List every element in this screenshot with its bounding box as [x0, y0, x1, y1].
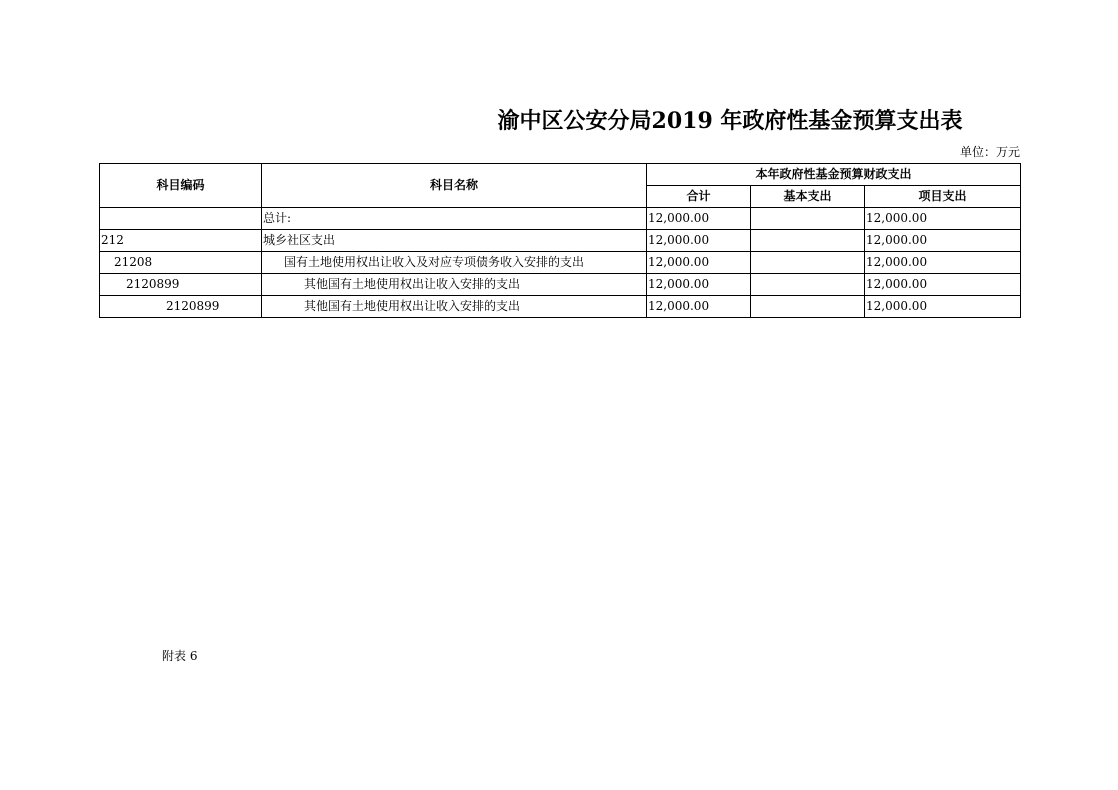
- header-basic: 基本支出: [751, 186, 865, 208]
- table-row: [100, 274, 1021, 296]
- cell-name: 国有土地使用权出让收入及对应专项债务收入安排的支出: [262, 252, 647, 274]
- cell-name: 其他国有土地使用权出让收入安排的支出: [262, 274, 647, 296]
- cell-total: 12,000.00: [647, 296, 751, 318]
- header-name: 科目名称: [262, 164, 647, 208]
- cell-basic: [751, 252, 865, 274]
- table-row: [100, 208, 1021, 230]
- header-row-1: [100, 164, 1021, 186]
- cell-basic: [751, 296, 865, 318]
- cell-code: 21208: [100, 252, 262, 274]
- header-group: 本年政府性基金预算财政支出: [647, 164, 1021, 186]
- cell-code: 2120899: [100, 274, 262, 296]
- cell-total: 12,000.00: [647, 274, 751, 296]
- cell-project: 12,000.00: [865, 274, 1021, 296]
- unit-label: 单位：万元: [959, 145, 1020, 159]
- cell-project: 12,000.00: [865, 230, 1021, 252]
- cell-basic: [751, 230, 865, 252]
- cell-total: 12,000.00: [647, 252, 751, 274]
- header-total: 合计: [647, 186, 751, 208]
- cell-basic: [751, 208, 865, 230]
- cell-basic: [751, 274, 865, 296]
- cell-project: 12,000.00: [865, 208, 1021, 230]
- cell-total: 12,000.00: [647, 208, 751, 230]
- cell-code: 2120899: [100, 296, 262, 318]
- header-code: 科目编码: [100, 164, 262, 208]
- table-row: [100, 230, 1021, 252]
- table-row: [100, 252, 1021, 274]
- table-row: [100, 296, 1021, 318]
- cell-project: 12,000.00: [865, 252, 1021, 274]
- cell-name: 城乡社区支出: [262, 230, 647, 252]
- page-title: 渝中区公安分局2019 年政府性基金预算支出表: [497, 108, 963, 134]
- cell-code: 212: [100, 230, 262, 252]
- header-project: 项目支出: [865, 186, 1021, 208]
- cell-name: 其他国有土地使用权出让收入安排的支出: [262, 296, 647, 318]
- budget-table: [99, 163, 1021, 318]
- cell-name: 总计:: [262, 208, 647, 230]
- cell-code: [100, 208, 262, 230]
- cell-project: 12,000.00: [865, 296, 1021, 318]
- cell-total: 12,000.00: [647, 230, 751, 252]
- appendix-label: 附表 6: [162, 649, 198, 663]
